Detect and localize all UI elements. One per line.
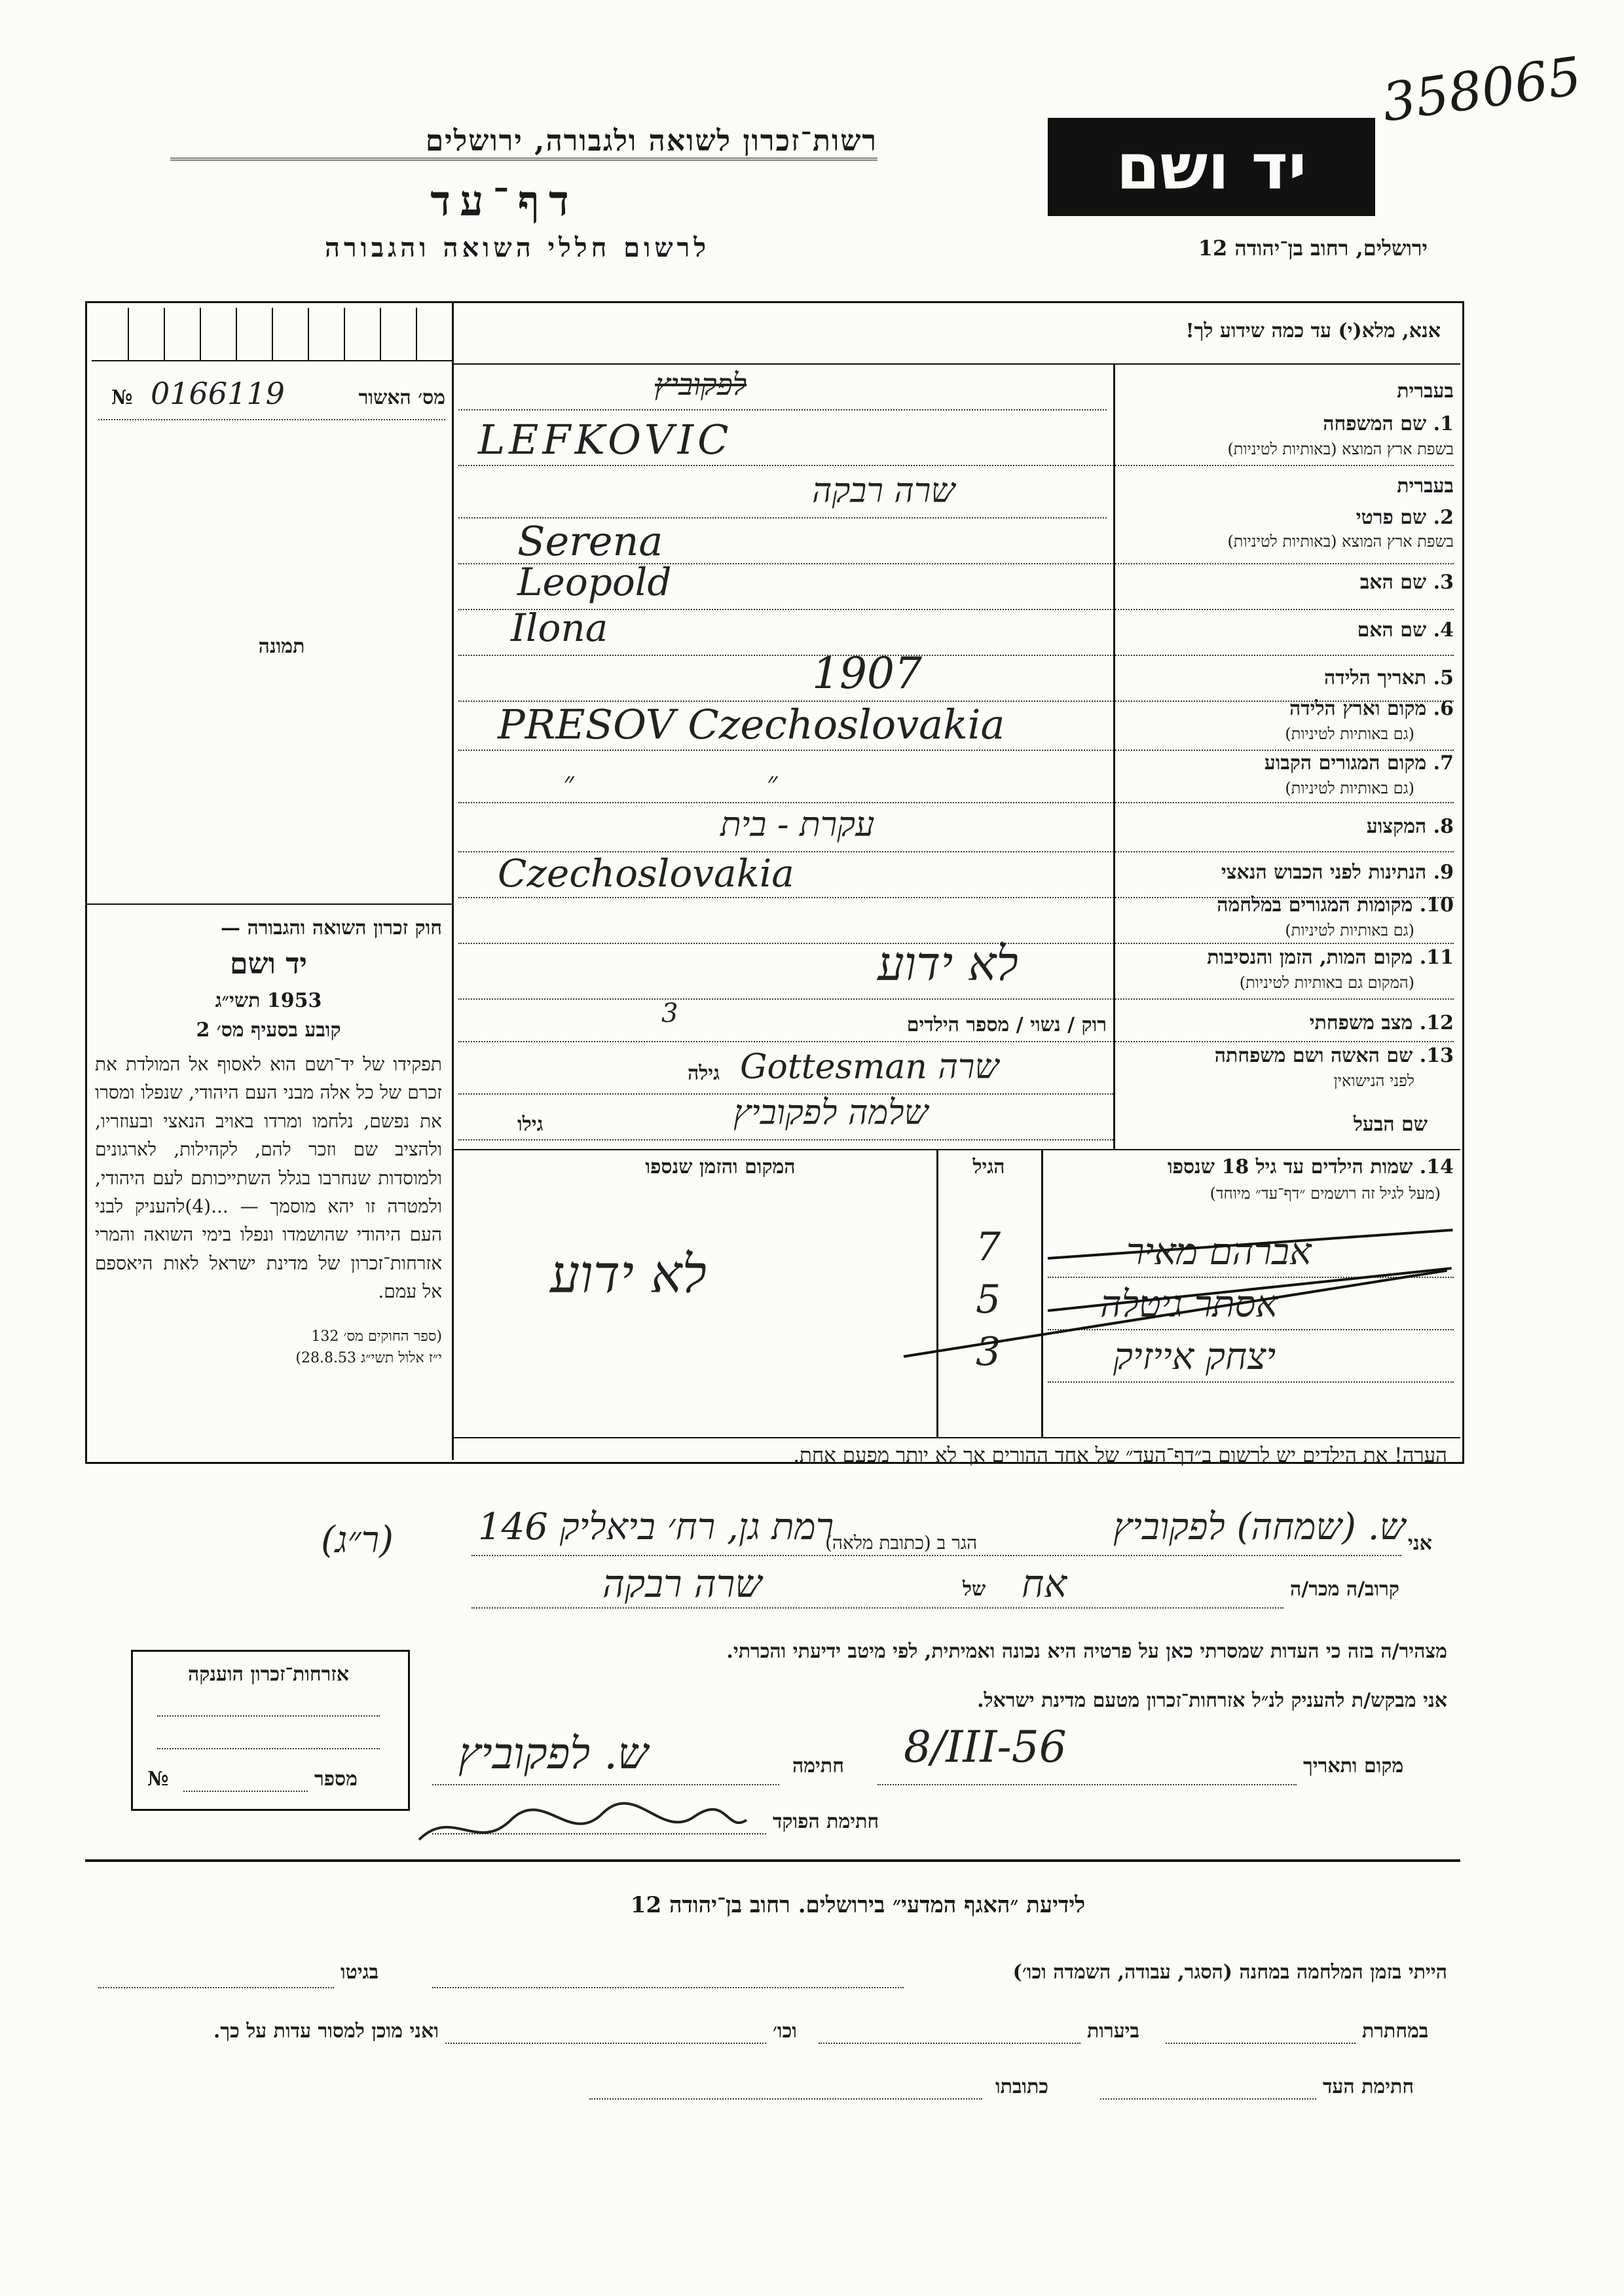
field-2-label: 2. שם פרטי [1356,506,1454,529]
children-age-header: הגיל [972,1156,1005,1178]
honorary-title: אזרחות־זכרון הוענקה [187,1663,350,1686]
field-9-value: Czechoslovakia [498,851,794,896]
decl-request: אני מבקש/ת להעניק לנ״ל אזרחות־זכרון מטעם מדינת ישראל. [977,1689,1447,1712]
law-text: תפקידו של יד־ושם הוא לאסוף אל המולדת את זכרם של כל אלה מבני העם היהודי, שנפלו ומסרו את נפשם, נלחמו ומרדו באויב הנאצי ובעוזריו, ולהציב שם וזכר להם, לקהילות, לארגונים ולמוסדות שנחרבו בגלל השתייכותם לעם היהודי, ולמטרה זו יהא מוסמך — ...(4)להעניק לבני העם היהודי שהושמדו ונפלו בימי השואה והמרי אזרחות־זכרון של מדינת ישראל לאות היאספם אל עמם. [95,1053,442,1303]
bottom-line2-a: במחתרת [1362,2020,1429,2043]
signature-rule [432,1784,779,1785]
child-age: 3 [976,1329,1001,1375]
children-place-header: המקום והזמן שנספו [645,1156,796,1178]
field-2-label-block [1120,475,1454,560]
field-1-sub: בשפת ארץ המוצא (באותיות לטיניות) [1227,440,1454,458]
signature-value: ש. לפקוביץ [458,1728,648,1779]
field-12-rule [458,1041,1454,1042]
field-7-sub: (גם באותיות לטיניות) [1285,779,1414,797]
field-6-value: PRESOV Czechoslovakia [498,701,1005,748]
inspector-signature [413,1794,753,1853]
child-rule-3 [1048,1381,1454,1383]
bottom-line1: הייתי בזמן המלחמה במחנה (הסגר, עבודה, השמדה וכו׳) [1012,1961,1447,1984]
law-source: (ספר החוקים מס׳ 132 [311,1328,442,1345]
field-1-latin-value: LEFKOVIC [478,416,733,464]
field-12-value: רוק / נשוי / מספר הילדים [906,1013,1107,1036]
children-age-divider [1041,1149,1043,1437]
registry-number: 358065 [1378,45,1585,134]
children-header-sub: (מעל לגיל זה רושמים ״דף־עד״ מיוחד) [1209,1184,1441,1203]
decl-rule-2 [471,1607,1283,1609]
field-11-value: לא ידוע [877,936,1018,991]
authority-title: רשות־זכרון לשואה ולגבורה, ירושלים [170,124,877,160]
bottom-line2-rule-b [819,2043,1080,2044]
decl-relation-label: קרוב/ה מכר/ה [1290,1578,1399,1601]
left-column-divider [452,301,454,1460]
field-13-age-label: גילה [688,1062,720,1085]
bottom-line3-rule-a [1100,2098,1316,2100]
field-7-label: 7. מקום המגורים הקבוע [1264,752,1454,774]
approval-value: 0166119 [151,376,285,411]
bottom-line2-rule-c [445,2043,766,2044]
field-1-hebrew-rule [458,409,1107,410]
code-boxes [92,308,452,361]
field-7-label-block [1120,752,1454,804]
decl-rule-1 [471,1555,1401,1556]
decl-mid: הגר ב (כתובת מלאה) [825,1532,978,1554]
decl-margin-note: (ר״ג) [321,1519,394,1561]
bottom-line3-rule-b [589,2098,982,2100]
field-10-label: 10. מקומות המגורים במלחמה [1217,894,1454,917]
labels-column-divider [1113,363,1115,1149]
field-1-latin-rule [458,465,1454,466]
place-date-value: 8/III-56 [904,1722,1067,1772]
child-age: 7 [976,1224,1001,1270]
husband-age-label: גילו [517,1113,544,1136]
field-3-value: Leopold [517,560,672,604]
field-7-rule [458,802,1454,803]
decl-statement: מצהיר/ה בזה כי העדות שמסרתי כאן על פרטיה היא נכונה ואמיתית, לפי מיטב ידיעתי והכרתי. [726,1640,1447,1663]
field-2-latin-value: Serena [517,517,663,565]
field-11-label: 11. מקום המות, הזמן והנסיבות [1207,946,1454,969]
divider [452,363,1460,365]
field-6-label: 6. מקום וארץ הלידה [1289,697,1454,720]
field-8-label: 8. המקצוע [1366,815,1454,838]
field-13-label: 13. שם האשה ושם משפחתה [1214,1044,1454,1067]
inspector-label: חתימת הפוקד [773,1810,879,1833]
field-10-sub: (גם באותיות לטיניות) [1285,921,1414,939]
signature-label: חתימה [792,1755,844,1777]
field-1-label: 1. שם המשפחה [1323,412,1454,435]
photo-label: תמונה [258,635,305,658]
field-13-sub: לפני הנישואין [1333,1072,1414,1090]
field-1-hebrew-label: בעברית [1397,380,1454,403]
law-year: 1953 תשי״ג [215,989,322,1012]
field-3-label: 3. שם האב [1359,571,1454,594]
decl-relation-value: אח [1022,1561,1067,1606]
field-1-hebrew-value: לפקוביץ [655,367,747,402]
field-2-sub: בשפת ארץ המוצא (באותיות לטיניות) [1227,532,1454,551]
decl-address: רמת גן, רח׳ ביאליק 146 [478,1506,834,1548]
honorary-rule-2 [157,1748,380,1749]
field-11-label-block [1120,946,1454,998]
approval-label: מס׳ האשור [358,386,445,409]
field-6-rule [458,750,1454,751]
field-6-sub: (גם באותיות לטיניות) [1285,725,1414,743]
child-name: אברהם מאיר [1126,1231,1312,1273]
bottom-line2-d: ואני מוכן למסור עדות על כך. [213,2020,439,2043]
decl-relative-name: שרה רבקה [602,1561,762,1606]
intro-text: אנא, מלא(י) עד כמה שידוע לך! [1185,319,1441,342]
note-top [452,1437,1460,1438]
bottom-line3-a: חתימת העד [1323,2075,1414,2098]
decl-of: של [963,1578,986,1601]
field-12-label: 12. מצב משפחתי [1309,1011,1454,1034]
field-11-sub: (המקום גם באותיות לטיניות) [1239,974,1414,992]
field-6-label-block [1120,697,1454,750]
bottom-title: לידיעת ״האגף המדעי״ בירושלים. רחוב בן־יהודה 12 [630,1892,1086,1918]
field-4-label: 4. שם האם [1357,619,1454,642]
field-5-label: 5. תאריך הלידה [1324,666,1454,689]
law-title: חוק זכרון השואה והגבורה — [221,917,442,939]
children-top [452,1149,1460,1150]
note: הערה! את הילדים יש לרשום ב״דף־העד״ של אחד ההורים אך לא יותר מפעם אחת. [793,1444,1447,1467]
bottom-line1-rule-b [98,1987,334,1988]
field-12-children: 3 [661,998,678,1029]
place-date-rule [877,1784,1297,1785]
field-8-value: עקרת - בית [720,805,875,845]
children-header [1048,1156,1454,1214]
law-box-top [85,903,452,905]
field-10-label-block [1120,894,1454,946]
husband-rule [458,1139,1113,1140]
child-rule-2 [1048,1329,1454,1330]
child-age: 5 [976,1277,1001,1322]
bottom-line1-rule-a [432,1987,904,1988]
approval-rule [98,419,445,420]
bottom-line1-end: בגיטו [341,1961,379,1984]
bottom-line2-b: ביערות [1087,2020,1140,2043]
honorary-number-label: מספר [314,1768,358,1791]
field-7-value: ״ ״ [563,766,870,799]
children-col [936,1149,938,1437]
honorary-rule-1 [157,1715,380,1717]
place-date-label: מקום ותאריך [1303,1755,1404,1777]
law-clause: קובע בסעיף מס׳ 2 [196,1019,341,1042]
bottom-line2-c: וכו׳ [773,2020,797,2043]
field-13-value: שרה Gottesman [740,1048,999,1087]
honorary-number-prefix: № [147,1768,169,1791]
form-subtitle: לרשום חללי השואה והגבורה [324,232,710,263]
field-11-rule [458,998,1454,1000]
honorary-number-rule [183,1791,308,1792]
field-13-label-block [1120,1044,1454,1097]
field-2-hebrew-value: שרה רבקה [812,471,955,511]
children-place-value: לא ידוע [550,1244,707,1305]
husband-label: שם הבעל [1353,1113,1428,1136]
law-box [95,913,442,1369]
form-title: דף־עד [430,177,578,226]
child-name: אסתר גיטלה [1100,1283,1278,1326]
law-name: יד ושם [230,947,307,981]
field-5-value: 1907 [812,648,922,699]
bottom-line2-rule-a [1166,2043,1356,2044]
child-name: יצחק אייזיק [1113,1336,1276,1378]
address: ירושלים, רחוב בן־יהודה 12 [1198,236,1428,261]
field-4-value: Ilona [511,606,608,650]
husband-value: שלמה לפקוביץ [733,1093,929,1133]
law-source-date: י״ז אלול תשי״ג 28.8.53) [295,1349,442,1366]
field-4-rule [458,655,1454,656]
decl-prefix: אני [1408,1532,1432,1555]
field-1-label-block [1120,380,1454,465]
yad-vashem-logo: יד ושם [1048,118,1375,216]
bottom-line3-b: כתובתו [995,2075,1049,2098]
field-9-label: 9. הנתינות לפני הכבוש הנאצי [1221,861,1454,884]
decl-name: ש. (שמחה) לפקוביץ [1113,1506,1406,1548]
children-header-label: 14. שמות הילדים עד גיל 18 שנספו [1167,1156,1454,1178]
approval-prefix: № [111,386,133,409]
field-2-hebrew-label: בעברית [1397,475,1454,498]
